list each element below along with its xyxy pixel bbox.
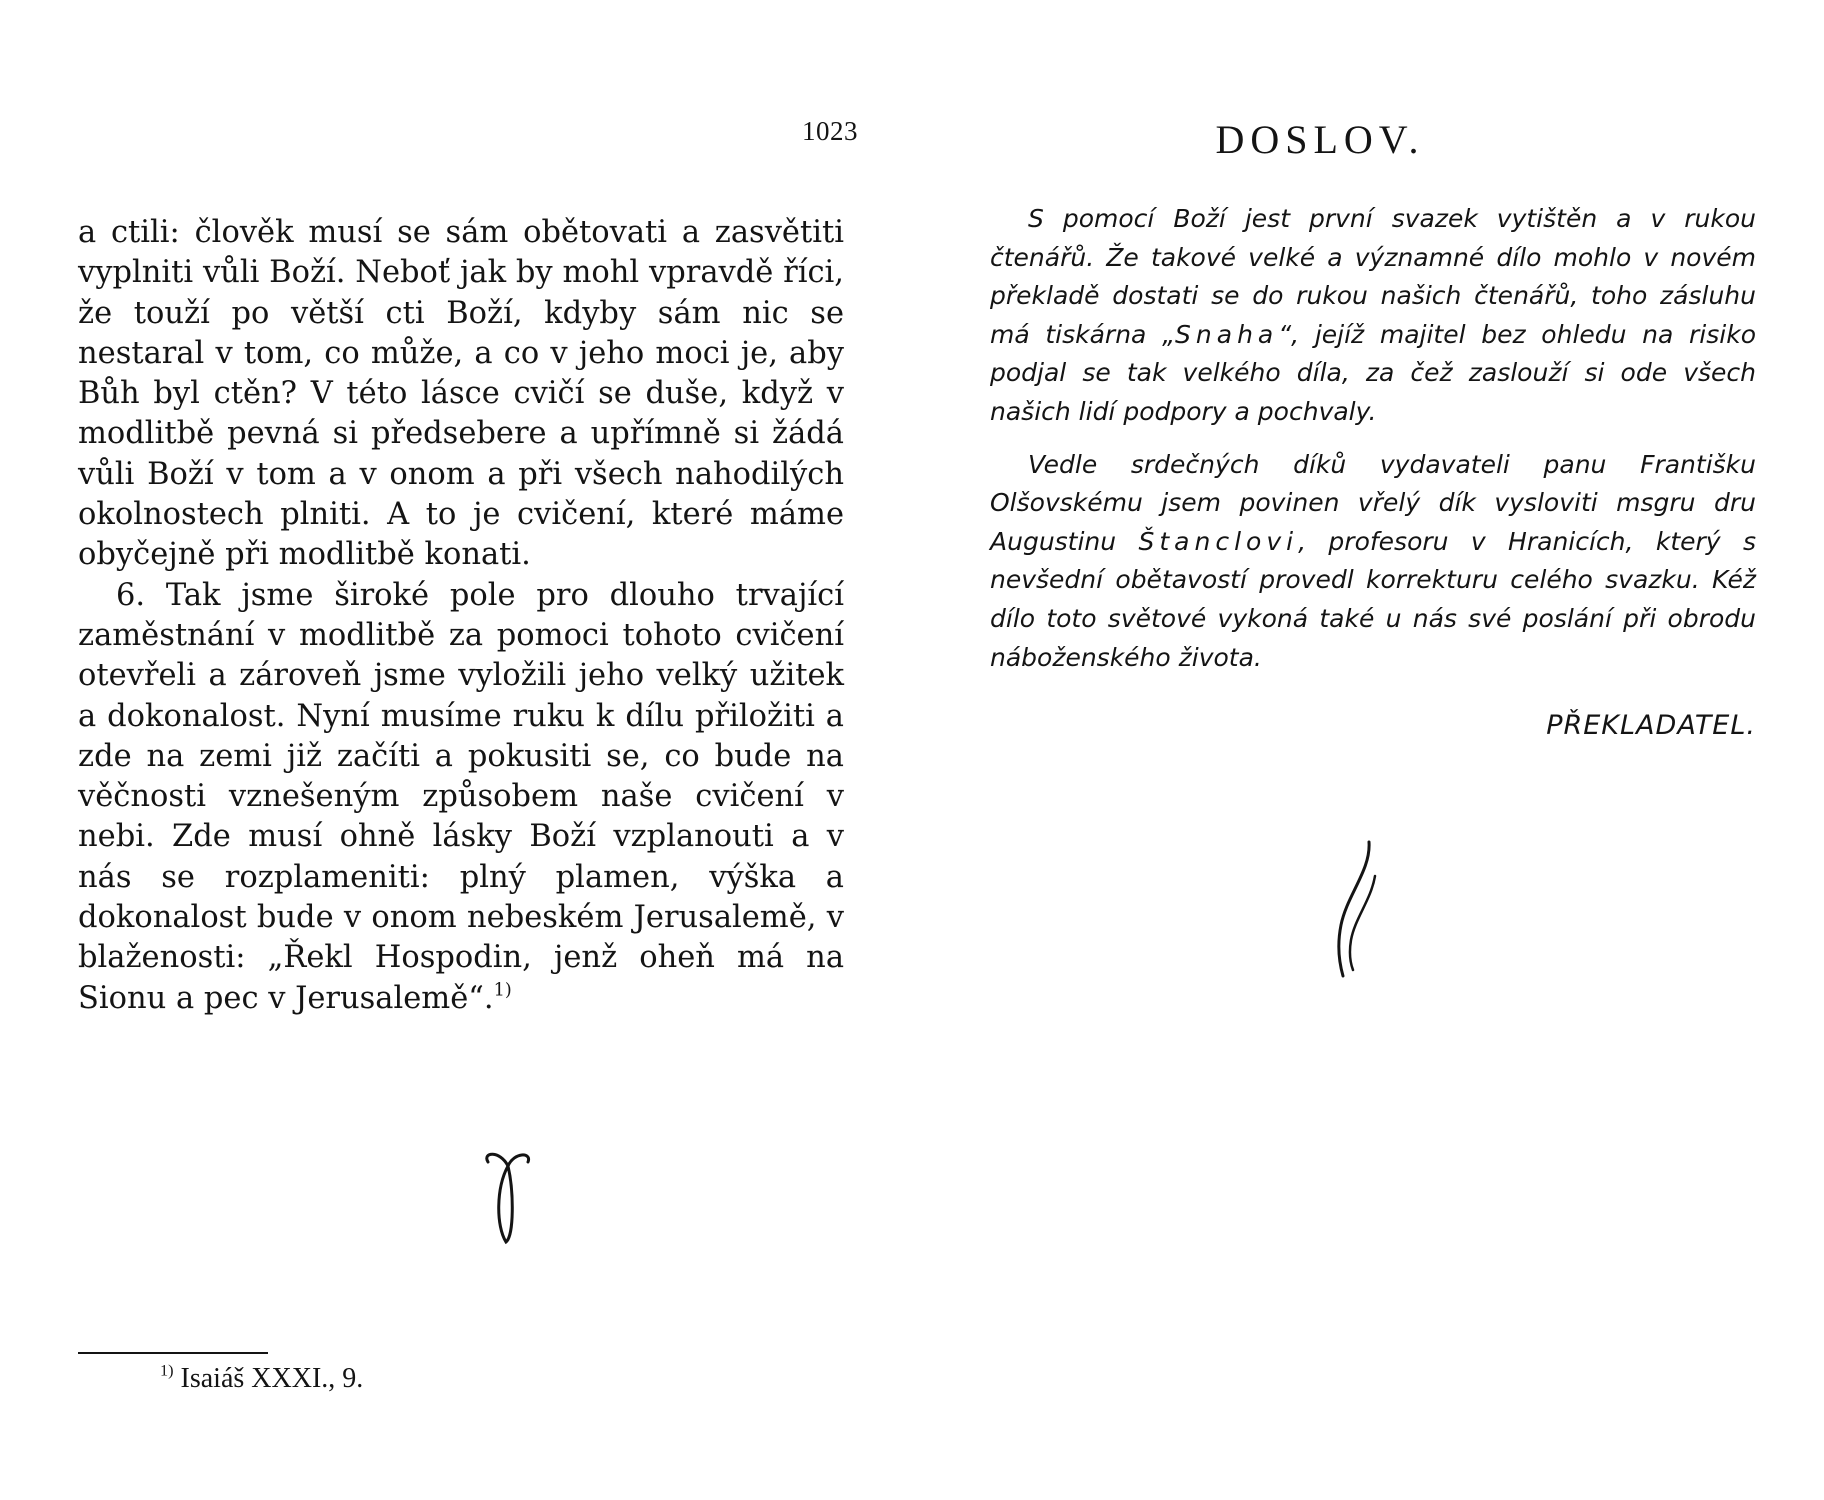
signature: PŘEKLADATEL.: [1546, 710, 1756, 741]
left-page-body: [78, 213, 844, 1019]
footnote-marker: 1): [160, 1361, 174, 1380]
right-page: [990, 0, 1770, 1500]
footnote: [160, 1363, 363, 1395]
footnote-reference: 1): [493, 980, 512, 1001]
paragraph: Vedle srdečných díků vydavateli panu Františku Olšovskému jsem povinen vřelý dík vysloviti msgru dru Augustinu Štanclovi, profesoru v Hranicích, který s nevšední obětavostí provedl korrekturu celého svazku. Kéž dílo toto světové vykoná také u nás své poslání při obrodu náboženského života.: [990, 449, 1756, 672]
section-title: DOSLOV.: [1215, 117, 1425, 162]
spaced-name: Štanclovi: [1138, 526, 1299, 556]
paragraph: a ctili: člověk musí se sám obětovati a zasvětiti vyplniti vůli Boží. Neboť jak by mohl vpravdě říci, že touží po větší cti Boží, kdyby sám nic se nestaral v tom, co může, a co v jeho moci je, aby Bůh byl ctěn? V této lásce cvičí se duše, když v modlitbě pevná si předsebere a upřímně si žádá vůli Boží v tom a v onom a při všech nahodilých okolnostech plniti. A to je cvičení, které máme obyčejně při modlitbě konati.: [78, 215, 844, 573]
paragraph: 6. Tak jsme široké pole pro dlouho trvající zaměstnání v modlitbě za pomoci tohoto cvičení otevřeli a zároveň jsme vyložili jeho velký užitek a dokonalost. Nyní musíme ruku k dílu přiložiti a zde na zemi již začíti a pokusiti se, co bude na věčnosti vznešeným způsobem naše cvičení v nebi. Zde musí ohně lásky Boží vzplanouti a v nás se rozplameniti: plný plamen, výška a dokonalost bude v onom nebeském Jerusalemě, v blaženosti: „Řekl Hospodin, jenž oheň má na Sionu a pec v Jerusalemě“.$^{1)}$: [78, 577, 844, 1016]
right-page-body: [990, 200, 1756, 677]
paragraph: S pomocí Boží jest první svazek vytištěn a v rukou čtenářů. Že takové velké a významné dílo mohlo v novém překladě dostati se do rukou našich čtenářů, toho zásluhu má tiskárna „Snaha“, jejíž majitel bez ohledu na risiko podjal se tak velkého díla, za čež zaslouží si ode všech našich lidí podpory a pochvaly.: [990, 204, 1756, 426]
footnote-divider: [78, 1352, 268, 1354]
flourish-ornament-icon: [1327, 840, 1387, 980]
flourish-ornament-icon: [480, 1148, 540, 1248]
footnote-text: Isaiáš XXXI., 9.: [180, 1363, 364, 1394]
spaced-name: Snaha: [1175, 319, 1279, 349]
page-number: 1023: [802, 116, 858, 146]
left-page: [60, 0, 860, 1500]
